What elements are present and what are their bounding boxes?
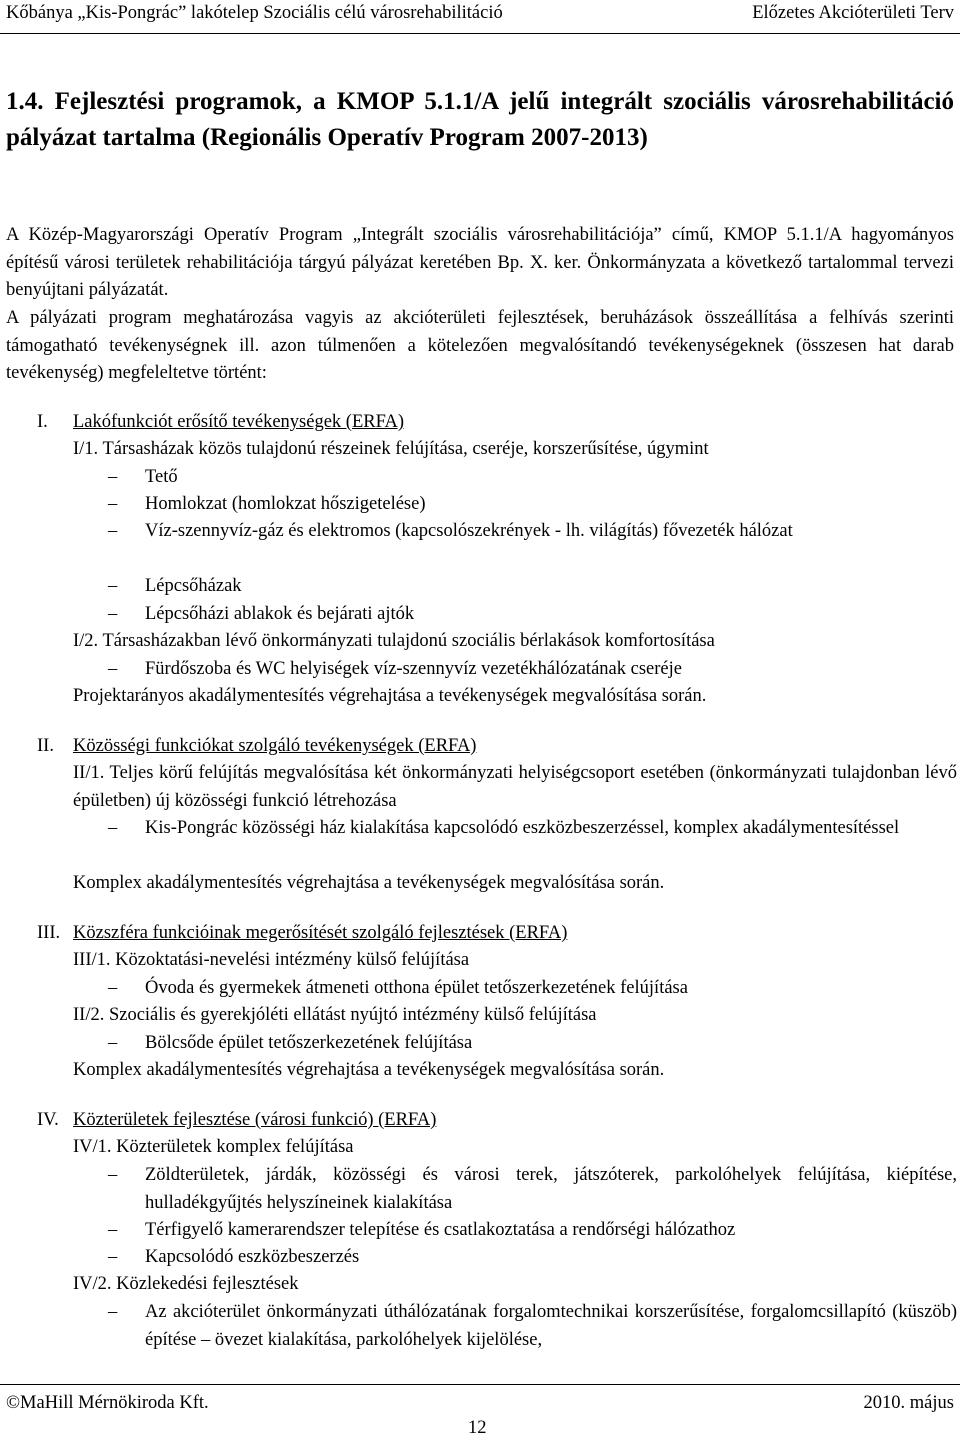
bullet-dash: – <box>108 1302 118 1322</box>
bullet-dash: – <box>108 659 118 679</box>
section-4-number: IV. <box>37 1110 59 1130</box>
header-document-title: Előzetes Akcióterületi Terv <box>752 3 954 23</box>
bullet-dash: – <box>108 1165 118 1185</box>
bullet-dash: – <box>108 1247 118 1267</box>
section-1-title: Lakófunkciót erősítő tevékenységek (ERFA) <box>73 412 405 432</box>
bullet-dash: – <box>108 521 118 541</box>
section-3-sub-1: III/1. Közoktatási-nevelési intézmény külső felújítása <box>73 950 470 970</box>
section-heading: 1.4. Fejlesztési programok, a KMOP 5.1.1/A jelű integrált szociális városrehabilitáció pályázat tartalma (Regionális Operatív Program 2007-2013) <box>6 88 954 151</box>
bullet-dash: – <box>108 576 118 596</box>
section-1-sub-1: I/1. Társasházak közös tulajdonú részeinek felújítása, cseréje, korszerűsítése, úgymint <box>73 439 709 459</box>
bullet-dash: – <box>108 467 118 487</box>
list-item: Homlokzat (homlokzat hőszigetelése) <box>145 494 426 514</box>
list-item: Kis-Pongrác közösségi ház kialakítása kapcsolódó eszközbeszerzéssel, komplex akadálymentesítéssel <box>145 818 900 838</box>
bullet-dash: – <box>108 1033 118 1053</box>
bullet-dash: – <box>108 818 118 838</box>
list-item: Tető <box>145 467 178 487</box>
list-item: Fürdőszoba és WC helyiségek víz-szennyvíz vezetékhálózatának cseréje <box>145 659 682 679</box>
bullet-dash: – <box>108 1220 118 1240</box>
list-item: Az akcióterület önkormányzati úthálózatának forgalomtechnikai korszerűsítése, forgalomcsillapító (küszöb) építése – övezet kialakítása, parkolóhelyek kijelölése, <box>145 1302 957 1350</box>
section-3-number: III. <box>37 923 61 943</box>
section-4-title: Közterületek fejlesztése (városi funkció) (ERFA) <box>73 1110 437 1130</box>
section-3-title: Közszféra funkcióinak megerősítését szolgáló fejlesztések (ERFA) <box>73 923 568 943</box>
section-1-note: Projektarányos akadálymentesítés végrehajtása a tevékenységek megvalósítása során. <box>73 686 707 706</box>
list-item: Bölcsőde épület tetőszerkezetének felújítása <box>145 1033 473 1053</box>
list-item: Zöldterületek, járdák, közösségi és városi terek, játszóterek, parkolóhelyek felújítása, kiépítése, hulladékgyűjtés helyszíneinek kialakítása <box>145 1165 957 1213</box>
section-1-sub-2: I/2. Társasházakban lévő önkormányzati tulajdonú szociális bérlakások komfortosítása <box>73 631 715 651</box>
bullet-dash: – <box>108 978 118 998</box>
page-footer <box>0 1384 960 1440</box>
section-2-sub-1: II/1. Teljes körű felújítás megvalósítása két önkormányzati helyiségcsoport esetében (önkormányzati tulajdonban lévő épületben) új közösségi funkció létrehozása <box>73 763 957 811</box>
section-2-note: Komplex akadálymentesítés végrehajtása a tevékenységek megvalósítása során. <box>73 873 665 893</box>
page-number: 12 <box>468 1418 487 1438</box>
list-item: Óvoda és gyermekek átmeneti otthona épület tetőszerkezetének felújítása <box>145 978 688 998</box>
section-4-sub-1: IV/1. Közterületek komplex felújítása <box>73 1137 354 1157</box>
list-item: Kapcsolódó eszközbeszerzés <box>145 1247 360 1267</box>
section-2-number: II. <box>37 736 54 756</box>
section-4-sub-2: IV/2. Közlekedési fejlesztések <box>73 1274 299 1294</box>
footer-company: ©MaHill Mérnökiroda Kft. <box>6 1393 209 1413</box>
bullet-dash: – <box>108 494 118 514</box>
section-1-number: I. <box>37 412 48 432</box>
bullet-dash: – <box>108 604 118 624</box>
section-3-sub-2: II/2. Szociális és gyerekjóléti ellátást nyújtó intézmény külső felújítása <box>73 1005 597 1025</box>
intro-paragraph: A Közép-Magyarországi Operatív Program „Integrált szociális városrehabilitációja” című, KMOP 5.1.1/A hagyományos építésű városi területek rehabilitációja tárgyú pályázat keretében Bp. X. ker. Önkormányzata a következő tartalommal tervezi benyújtani pályázatát. <box>6 225 954 300</box>
header-project-title: Kőbánya „Kis-Pongrác” lakótelep Szociális célú városrehabilitáció <box>6 3 503 23</box>
list-item: Lépcsőházak <box>145 576 242 596</box>
intro-paragraph-2: A pályázati program meghatározása vagyis az akcióterületi fejlesztések, beruházások összeállítása a felhívás szerinti támogatható tevékenységnek ill. azon túlmenően a kötelezően megvalósítandó tevékenységeknek (összesen hat darab tevékenység) megfeleltetve történt: <box>6 308 954 383</box>
list-item: Lépcsőházi ablakok és bejárati ajtók <box>145 604 415 624</box>
section-3-note: Komplex akadálymentesítés végrehajtása a tevékenységek megvalósítása során. <box>73 1060 665 1080</box>
footer-date: 2010. május <box>863 1393 954 1413</box>
list-item: Víz-szennyvíz-gáz és elektromos (kapcsolószekrények - lh. világítás) fővezeték hálózat <box>145 521 793 541</box>
list-item: Térfigyelő kamerarendszer telepítése és csatlakoztatása a rendőrségi hálózathoz <box>145 1220 736 1240</box>
page-header <box>0 0 960 34</box>
section-2-title: Közösségi funkciókat szolgáló tevékenységek (ERFA) <box>73 736 477 756</box>
